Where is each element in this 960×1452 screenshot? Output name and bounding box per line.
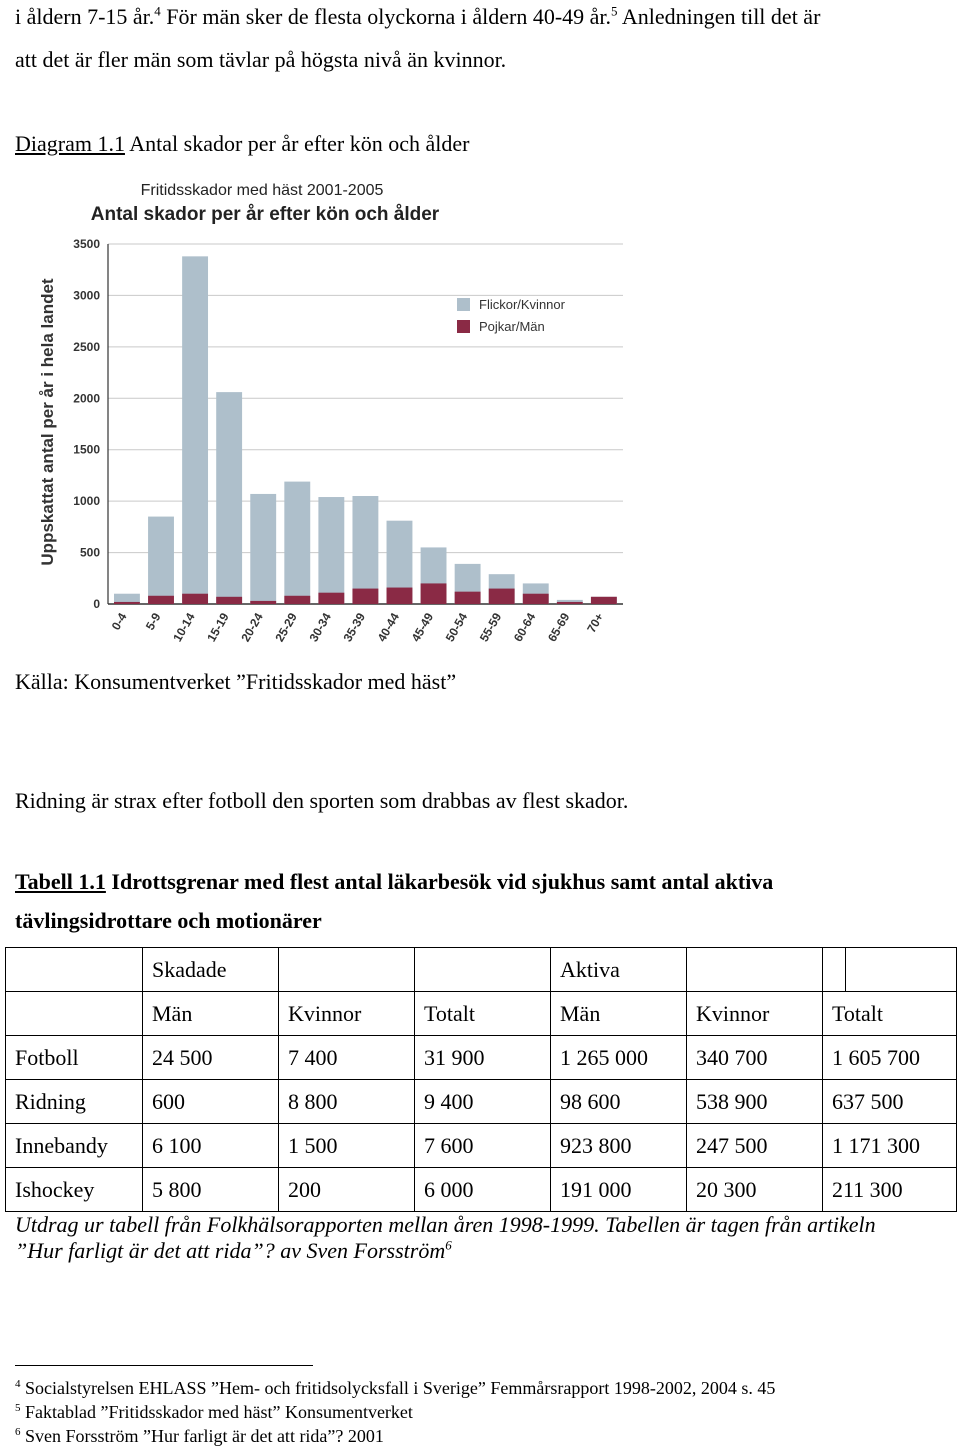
table-cell: 1 171 300: [823, 1124, 957, 1168]
chart-source: Källa: Konsumentverket ”Fritidsskador med häst”: [15, 669, 457, 694]
bar-male-40-44: [387, 588, 413, 604]
bar-male-15-19: [216, 597, 242, 604]
table-cell: 6 000: [415, 1168, 551, 1212]
legend-swatch: [457, 320, 470, 333]
column-header: Totalt: [823, 992, 957, 1036]
intro-text-c: Anledningen till det är: [617, 4, 821, 29]
table-cell: 191 000: [551, 1168, 687, 1212]
table-cell: 5 800: [143, 1168, 279, 1212]
sports-injury-table: [5, 947, 957, 1212]
x-tick-label: 25-29: [272, 610, 300, 645]
row-label: Ishockey: [6, 1168, 143, 1212]
footnote-text: Socialstyrelsen EHLASS ”Hem- och fritidsolycksfall i Sverige” Femmårsrapport 1998-2002, 2004 s. 45: [20, 1378, 776, 1398]
table-caption: [15, 869, 773, 895]
row-label: Ridning: [6, 1080, 143, 1124]
table-cell: 24 500: [143, 1036, 279, 1080]
legend-label: Flickor/Kvinnor: [479, 297, 565, 312]
table-header-empty: [6, 948, 143, 992]
table-cell: 31 900: [415, 1036, 551, 1080]
table-cell: 247 500: [687, 1124, 823, 1168]
intro-text-b: För män sker de flesta olyckorna i åldern 40-49 år.: [160, 4, 612, 29]
table-label: Tabell 1.1: [15, 869, 106, 894]
bar-female-25-29: [284, 482, 310, 604]
table-cell: 98 600: [551, 1080, 687, 1124]
table-cell: 637 500: [823, 1080, 957, 1124]
chart-subtitle: Fritidsskador med häst 2001-2005: [140, 182, 384, 199]
table-header-empty: [415, 948, 551, 992]
bar-female-10-14: [182, 256, 208, 604]
y-tick-label: 1000: [73, 494, 100, 509]
table-row-ridning: [6, 1080, 957, 1124]
group-header-skadade: Skadade: [143, 948, 279, 992]
chart-title: Antal skador per år efter kön och ålder: [90, 204, 440, 225]
table-cell: 8 800: [279, 1080, 415, 1124]
footnote-6: [15, 1426, 384, 1447]
x-tick-label: 0-4: [108, 610, 130, 633]
y-tick-label: 0: [93, 597, 100, 611]
table-cell: 7 400: [279, 1036, 415, 1080]
column-header: Totalt: [415, 992, 551, 1036]
table-row-fotboll: [6, 1036, 957, 1080]
x-tick-label: 10-14: [170, 610, 198, 645]
table-cell: 211 300: [823, 1168, 957, 1212]
table-note-text: ”Hur farligt är det att rida”? av Sven Forsström: [15, 1238, 446, 1263]
table-header-empty: [279, 948, 415, 992]
column-header: Kvinnor: [687, 992, 823, 1036]
bar-male-5-9: [148, 596, 174, 604]
row-label: Fotboll: [6, 1036, 143, 1080]
footnote-number: 4: [15, 1378, 21, 1390]
bar-female-5-9: [148, 517, 174, 604]
x-tick-label: 20-24: [238, 610, 266, 645]
table-row-innebandy: [6, 1124, 957, 1168]
footnote-ref-5[interactable]: 5: [611, 3, 618, 19]
table-cell: 538 900: [687, 1080, 823, 1124]
table-cell: 6 100: [143, 1124, 279, 1168]
diagram-caption-text: Antal skador per år efter kön och ålder: [124, 131, 470, 156]
x-tick-label: 55-59: [476, 610, 505, 645]
bar-male-35-39: [352, 589, 378, 604]
y-tick-label: 2000: [73, 391, 100, 406]
footnote-text: Sven Forsström ”Hur farligt är det att rida”? 2001: [20, 1426, 384, 1446]
bar-male-10-14: [182, 594, 208, 604]
footnote-number: 5: [15, 1402, 21, 1414]
column-header: Kvinnor: [279, 992, 415, 1036]
table-header-split: [823, 948, 957, 992]
table-cell: 7 600: [415, 1124, 551, 1168]
table-row-ishockey: [6, 1168, 957, 1212]
table-cell: 600: [143, 1080, 279, 1124]
bar-male-55-59: [489, 589, 515, 604]
x-tick-label: 40-44: [374, 610, 403, 645]
intro-line-2: att det är fler män som tävlar på högsta nivå än kvinnor.: [15, 47, 507, 72]
bar-male-70+: [591, 597, 617, 604]
table-cell: 200: [279, 1168, 415, 1212]
bar-male-20-24: [250, 601, 276, 604]
footnote-ref-6[interactable]: 6: [445, 1237, 452, 1253]
legend-label: Pojkar/Män: [479, 319, 545, 334]
x-tick-label: 5-9: [142, 610, 164, 633]
legend-swatch: [457, 298, 470, 311]
footnote-divider: [15, 1365, 313, 1366]
table-header-empty: [6, 992, 143, 1036]
table-header-empty: [687, 948, 823, 992]
x-tick-label: 70+: [584, 610, 607, 636]
x-tick-label: 65-69: [544, 610, 573, 645]
bar-male-50-54: [455, 592, 481, 604]
table-cell: 923 800: [551, 1124, 687, 1168]
column-header: Män: [551, 992, 687, 1036]
chart-y-axis-label: Uppskattat antal per år i hela landet: [38, 278, 57, 566]
x-tick-label: 45-49: [408, 610, 437, 645]
footnote-4: [15, 1378, 775, 1399]
footnote-ref-4[interactable]: 4: [154, 3, 161, 19]
bar-male-0-4: [114, 602, 140, 604]
group-header-aktiva: Aktiva: [551, 948, 687, 992]
x-tick-label: 35-39: [340, 610, 369, 645]
footnote-5: [15, 1402, 413, 1423]
x-tick-label: 60-64: [510, 610, 539, 645]
chart-svg: [15, 172, 675, 652]
table-cell: 340 700: [687, 1036, 823, 1080]
bar-male-25-29: [284, 596, 310, 604]
bar-male-30-34: [318, 593, 344, 604]
diagram-caption: [15, 131, 470, 157]
y-tick-label: 3000: [73, 288, 100, 303]
table-group-header-row: [6, 948, 957, 992]
table-note-line-2: [15, 1238, 452, 1264]
table-cell: 9 400: [415, 1080, 551, 1124]
intro-text-a: i åldern 7-15 år.: [15, 4, 155, 29]
body-paragraph: Ridning är strax efter fotboll den sporten som drabbas av flest skador.: [15, 788, 629, 813]
table-caption-text: Idrottsgrenar med flest antal läkarbesök vid sjukhus samt antal aktiva: [105, 869, 774, 894]
diagram-label: Diagram 1.1: [15, 131, 125, 156]
table-note-line-1: Utdrag ur tabell från Folkhälsorapporten mellan åren 1998-1999. Tabellen är tagen från artikeln: [15, 1212, 876, 1237]
bar-female-20-24: [250, 494, 276, 604]
x-tick-label: 50-54: [442, 610, 471, 645]
bar-male-60-64: [523, 594, 549, 604]
footnote-text: Faktablad ”Fritidsskador med häst” Konsumentverket: [20, 1402, 413, 1422]
x-tick-label: 30-34: [306, 610, 334, 645]
bar-female-35-39: [352, 496, 378, 604]
y-tick-label: 1500: [73, 442, 100, 457]
table-column-header-row: [6, 992, 957, 1036]
bar-male-65-69: [557, 602, 583, 604]
table-caption-line-2: tävlingsidrottare och motionärer: [15, 908, 322, 933]
y-tick-label: 500: [79, 545, 100, 560]
bar-female-15-19: [216, 392, 242, 604]
column-header: Män: [143, 992, 279, 1036]
table-cell: 1 605 700: [823, 1036, 957, 1080]
y-tick-label: 2500: [73, 339, 100, 354]
footnote-number: 6: [15, 1426, 21, 1438]
table-cell: 1 500: [279, 1124, 415, 1168]
intro-line-1: [15, 4, 820, 30]
injury-chart: [15, 172, 675, 652]
table-cell: 20 300: [687, 1168, 823, 1212]
x-tick-label: 15-19: [204, 610, 232, 645]
y-tick-label: 3500: [73, 237, 100, 251]
bar-female-30-34: [318, 497, 344, 604]
row-label: Innebandy: [6, 1124, 143, 1168]
table-cell: 1 265 000: [551, 1036, 687, 1080]
bar-male-45-49: [421, 583, 447, 604]
